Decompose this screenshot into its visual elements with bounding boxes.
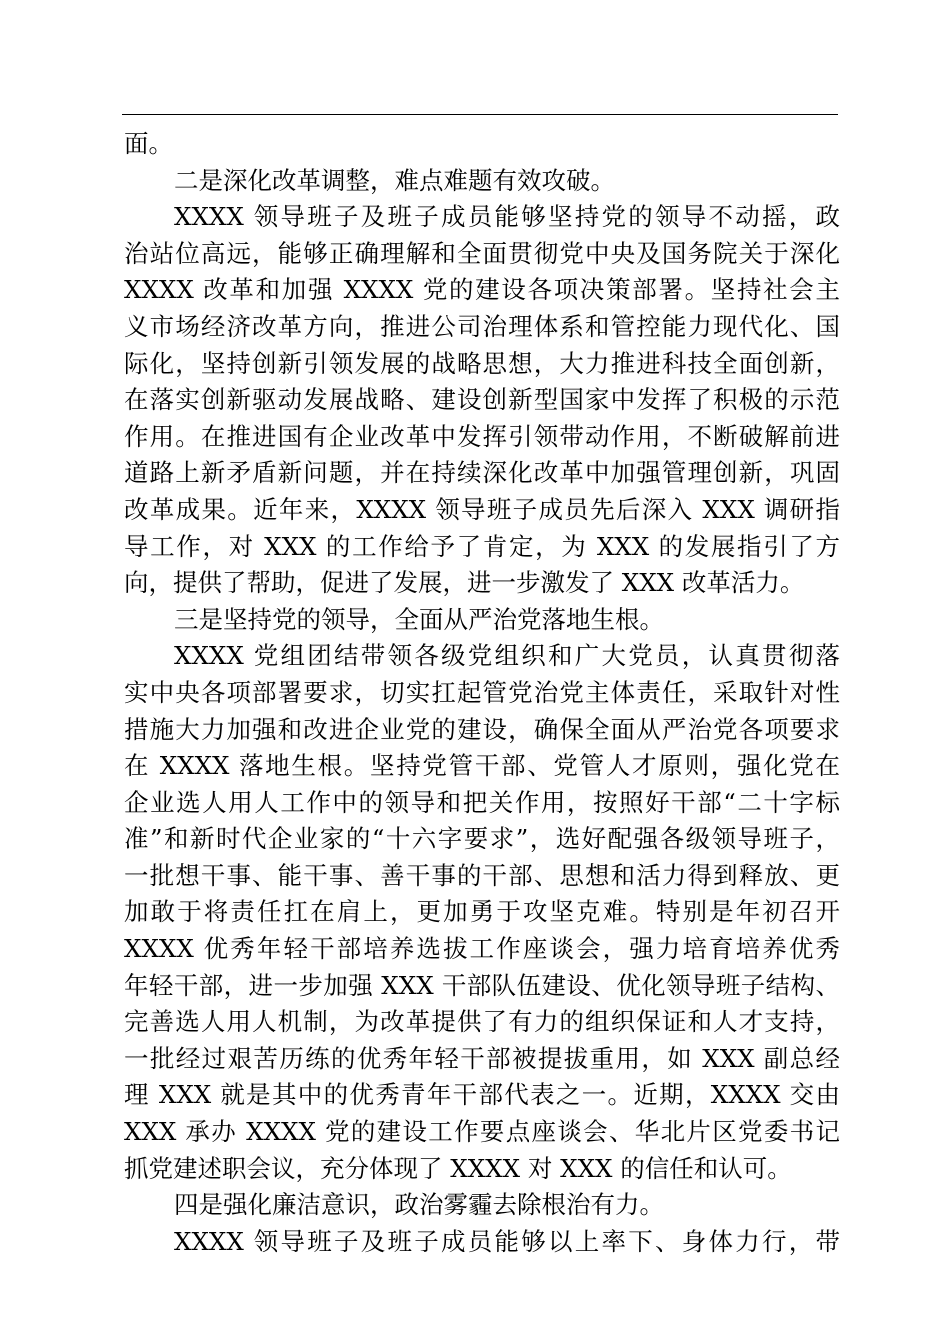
paragraph-line: 完善选人用人机制，为改革提供了有力的组织保证和人才支持，	[124, 1007, 840, 1037]
paragraph-line: 际化，坚持创新引领发展的战略思想，大力推进科技全面创新，	[124, 348, 840, 378]
paragraph-line: 治站位高远，能够正确理解和全面贯彻党中央及国务院关于深化	[124, 238, 840, 268]
paragraph-line: 义市场经济改革方向，推进公司治理体系和管控能力现代化、国	[124, 311, 840, 341]
document-body	[124, 126, 840, 1260]
paragraph-line: 企业选人用人工作中的领导和把关作用，按照好干部“二十字标	[124, 787, 840, 817]
paragraph-line: 准”和新时代企业家的“十六字要求”，选好配强各级领导班子，	[124, 824, 840, 854]
paragraph-line: XXXX 改革和加强 XXXX 党的建设各项决策部署。坚持社会主	[124, 275, 840, 305]
paragraph-line: XXX 承办 XXXX 党的建设工作要点座谈会、华北片区党委书记	[124, 1117, 840, 1147]
paragraph-line: 抓党建述职会议，充分体现了 XXXX 对 XXX 的信任和认可。	[124, 1153, 792, 1183]
paragraph-line: XXXX 优秀年轻干部培养选拔工作座谈会，强力培育培养优秀	[124, 934, 840, 964]
paragraph-line: 一批经过艰苦历练的优秀年轻干部被提拔重用，如 XXX 副总经	[124, 1043, 840, 1073]
paragraph-line: 年轻干部，进一步加强 XXX 干部队伍建设、优化领导班子结构、	[124, 970, 840, 1000]
paragraph-line: 实中央各项部署要求，切实扛起管党治党主体责任，采取针对性	[124, 677, 840, 707]
paragraph-line: 向，提供了帮助，促进了发展，进一步激发了 XXX 改革活力。	[124, 568, 805, 598]
paragraph-line: 在 XXXX 落地生根。坚持党管干部、党管人才原则，强化党在	[124, 751, 840, 781]
paragraph-line: 加敢于将责任扛在肩上，更加勇于攻坚克难。特别是年初召开	[124, 897, 840, 927]
paragraph-line: 在落实创新驱动发展战略、建设创新型国家中发挥了积极的示范	[124, 385, 840, 415]
paragraph-line: 道路上新矛盾新问题，并在持续深化改革中加强管理创新，巩固	[124, 458, 840, 488]
section-heading: 三是坚持党的领导，全面从严治党落地生根。	[174, 604, 664, 634]
paragraph-line: XXXX 领导班子及班子成员能够坚持党的领导不动摇，政	[174, 202, 840, 232]
paragraph-line: 措施大力加强和改进企业党的建设，确保全面从严治党各项要求	[124, 714, 840, 744]
paragraph-line: XXXX 党组团结带领各级党组织和广大党员，认真贯彻落	[174, 641, 840, 671]
paragraph-line: 作用。在推进国有企业改革中发挥引领带动作用，不断破解前进	[124, 421, 840, 451]
paragraph-line: 导工作，对 XXX 的工作给予了肯定，为 XXX 的发展指引了方	[124, 531, 840, 561]
header-rule	[122, 114, 838, 115]
paragraph-line: XXXX 领导班子及班子成员能够以上率下、身体力行，带	[174, 1226, 840, 1256]
section-heading: 四是强化廉洁意识，政治雾霾去除根治有力。	[174, 1190, 664, 1220]
section-heading: 二是深化改革调整，难点难题有效攻破。	[174, 165, 615, 195]
paragraph-line: 面。	[124, 129, 173, 158]
paragraph-line: 一批想干事、能干事、善干事的干部、思想和活力得到释放、更	[124, 860, 840, 890]
paragraph-line: 改革成果。近年来，XXXX 领导班子成员先后深入 XXX 调研指	[124, 494, 840, 524]
paragraph-line: 理 XXX 就是其中的优秀青年干部代表之一。近期，XXXX 交由	[124, 1080, 840, 1110]
